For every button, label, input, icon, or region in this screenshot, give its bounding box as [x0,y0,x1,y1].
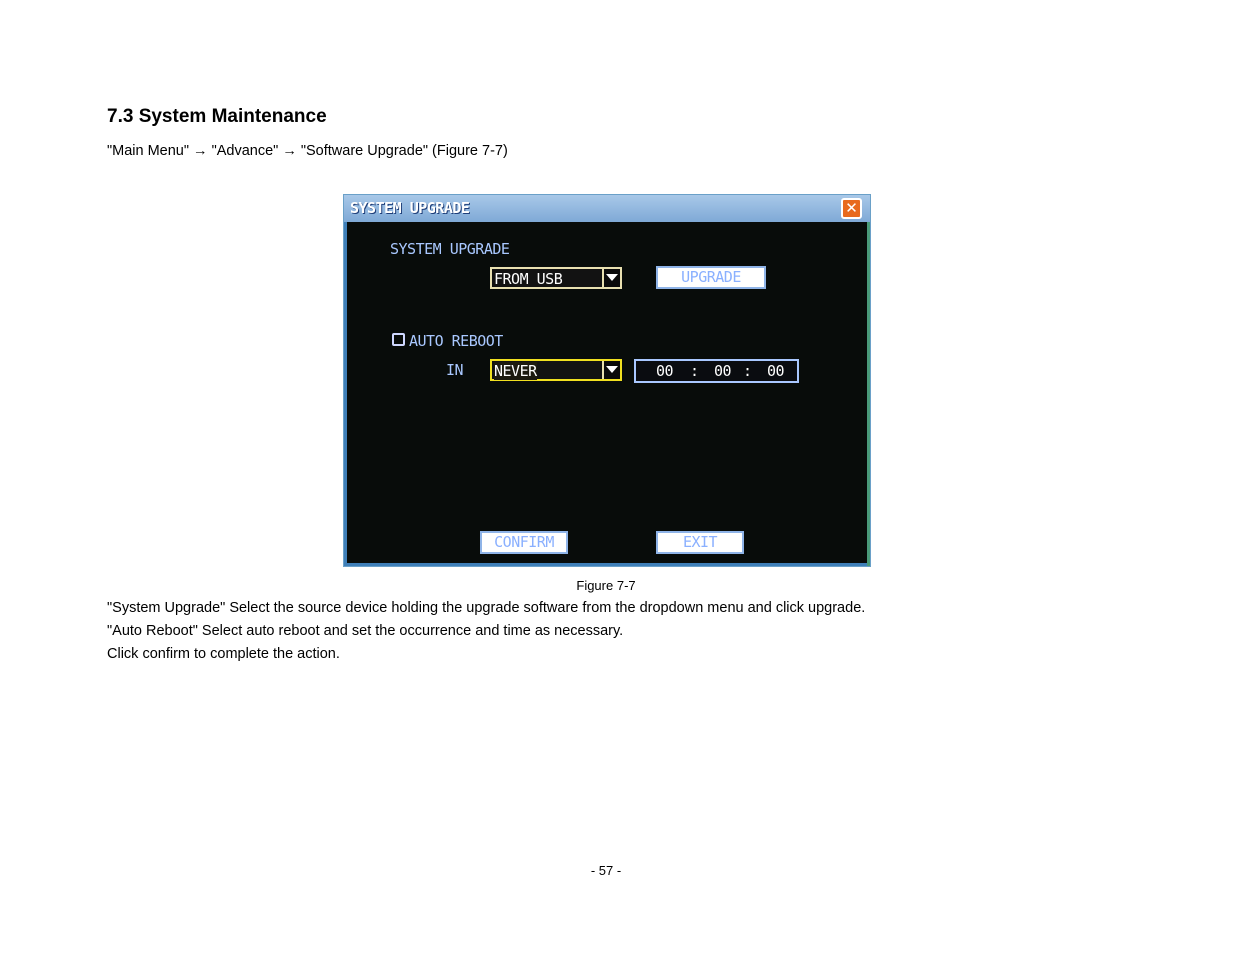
reboot-seconds[interactable]: 00 [767,362,785,380]
auto-reboot-label: AUTO REBOOT [409,332,503,350]
confirm-button[interactable]: CONFIRM [480,531,568,554]
auto-reboot-checkbox[interactable] [392,333,405,346]
reboot-minutes[interactable]: 00 [714,362,732,380]
reboot-hours[interactable]: 00 [656,362,674,380]
system-upgrade-label: SYSTEM UPGRADE [390,240,510,258]
upgrade-source-dropdown[interactable] [490,267,622,289]
paragraph-confirm: Click confirm to complete the action. [107,646,340,662]
upgrade-source-value: FROM USB [494,270,563,288]
paragraph-system-upgrade: "System Upgrade" Select the source device holding the upgrade software from the dropdown menu and click upgrade. [107,600,866,616]
reboot-frequency-value: NEVER [494,362,537,380]
section-heading: 7.3 System Maintenance [107,106,327,127]
close-x-icon[interactable]: ✕ [841,198,862,219]
system-upgrade-screen [343,194,871,567]
dialog-titlebar [344,195,870,222]
dropdown-arrow-icon[interactable] [602,269,620,287]
dropdown-arrow-icon[interactable] [602,361,620,379]
paragraph-auto-reboot: "Auto Reboot" Select auto reboot and set the occurrence and time as necessary. [107,623,624,639]
menu-path-text: "Main Menu" → "Advance" → "Software Upgrade" (Figure 7-7) [107,143,508,159]
in-label: IN [446,361,464,379]
reboot-time-field[interactable] [634,359,799,383]
reboot-frequency-dropdown[interactable] [490,359,622,381]
time-separator: : [743,362,752,380]
time-separator: : [690,362,699,380]
exit-button[interactable]: EXIT [656,531,744,554]
upgrade-button[interactable]: UPGRADE [656,266,766,289]
figure-caption: Figure 7-7 [576,578,636,593]
dialog-title: SYSTEM UPGRADE [350,199,470,217]
page-number: - 57 - [590,863,622,878]
